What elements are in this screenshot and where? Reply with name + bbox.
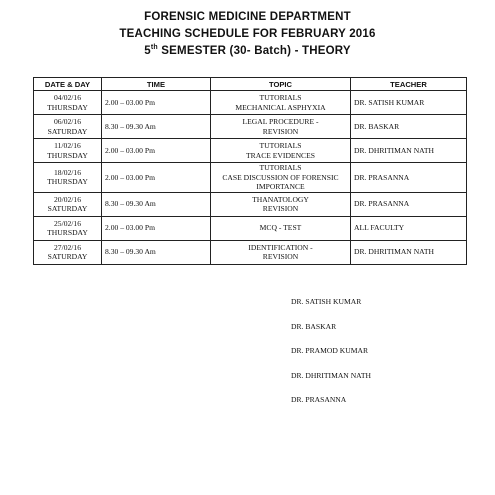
topic-cell: [211, 163, 351, 193]
date-cell: [34, 163, 102, 193]
table-row: [34, 115, 467, 139]
topic-cell: [211, 216, 351, 240]
day: THURSDAY: [47, 228, 88, 237]
date: 18/02/16: [53, 167, 81, 177]
semester-ordinal: th: [150, 44, 158, 52]
topic-line: REVISION: [262, 252, 299, 261]
topic-line: REVISION: [262, 126, 299, 136]
time-cell: 8.30 – 09.30 Am: [102, 192, 211, 216]
schedule-table: [33, 77, 467, 265]
date-cell: [34, 91, 102, 115]
table-row: [34, 216, 467, 240]
day: THURSDAY: [47, 177, 88, 187]
topic-line: MCQ - TEST: [259, 223, 302, 233]
signatory: DR. PRAMOD KUMAR: [291, 346, 369, 355]
date: 06/02/16: [53, 117, 81, 126]
semester-title: [0, 43, 495, 60]
signatory: DR. DHRITIMAN NATH: [291, 370, 371, 380]
topic-line: IMPORTANCE: [256, 182, 305, 191]
signatory: DR. PRASANNA: [291, 395, 347, 404]
topic-line: CASE DISCUSSION OF FORENSIC: [222, 172, 339, 182]
topic-line: TRACE EVIDENCES: [246, 150, 315, 160]
date-cell: [34, 115, 102, 139]
table-row: [34, 139, 467, 163]
topic-line: LEGAL PROCEDURE -: [242, 117, 319, 126]
date: 11/02/16: [54, 141, 81, 150]
day: THURSDAY: [47, 150, 88, 160]
day: SATURDAY: [47, 252, 88, 261]
schedule-title: TEACHING SCHEDULE FOR FEBRUARY 2016: [119, 28, 376, 40]
signatory: DR. SATISH KUMAR: [291, 297, 362, 306]
teacher-cell: DR. BASKAR: [351, 115, 467, 139]
table-row: [34, 240, 467, 264]
column-header-time: TIME: [102, 78, 211, 91]
day: SATURDAY: [47, 126, 88, 136]
teacher-cell: DR. DHRITIMAN NATH: [351, 139, 467, 163]
signatory: DR. BASKAR: [291, 321, 337, 331]
table-row: [34, 192, 467, 216]
date: 25/02/16: [53, 218, 81, 228]
column-header-teacher: TEACHER: [351, 78, 467, 91]
topic-line: REVISION: [262, 204, 299, 213]
topic-cell: [211, 192, 351, 216]
teacher-cell: DR. DHRITIMAN NATH: [351, 240, 467, 264]
date: 04/02/16: [53, 93, 81, 102]
day: THURSDAY: [47, 102, 88, 112]
date: 27/02/16: [53, 242, 81, 252]
topic-cell: [211, 139, 351, 163]
topic-line: THANATOLOGY: [252, 194, 309, 204]
department-title: FORENSIC MEDICINE DEPARTMENT: [144, 11, 351, 23]
date-cell: [34, 192, 102, 216]
topic-line: IDENTIFICATION -: [248, 242, 313, 252]
date-cell: [34, 240, 102, 264]
date: 20/02/16: [53, 194, 81, 204]
time-cell: 8.30 – 09.30 Am: [102, 240, 211, 264]
teacher-cell: DR. PRASANNA: [351, 192, 467, 216]
time-cell: 8.30 – 09.30 Am: [102, 115, 211, 139]
teacher-cell: ALL FACULTY: [351, 216, 467, 240]
teacher-cell: DR. SATISH KUMAR: [351, 91, 467, 115]
date-cell: [34, 216, 102, 240]
time-cell: 2.00 – 03.00 Pm: [102, 216, 211, 240]
topic-cell: [211, 115, 351, 139]
topic-line: MECHANICAL ASPHYXIA: [235, 102, 326, 112]
semester-number: 5: [144, 45, 151, 57]
column-header-topic: TOPIC: [211, 78, 351, 91]
topic-cell: [211, 240, 351, 264]
table-row: [34, 163, 467, 193]
teacher-cell: DR. PRASANNA: [351, 163, 467, 193]
time-cell: 2.00 – 03.00 Pm: [102, 163, 211, 193]
topic-cell: [211, 91, 351, 115]
time-cell: 2.00 – 03.00 Pm: [102, 139, 211, 163]
day: SATURDAY: [47, 204, 88, 213]
column-header-date: DATE & DAY: [34, 78, 102, 91]
document-header: [0, 9, 495, 60]
date-cell: [34, 139, 102, 163]
semester-rest: SEMESTER (30- Batch) - THEORY: [157, 45, 351, 57]
table-row: [34, 91, 467, 115]
topic-line: TUTORIALS: [259, 163, 302, 172]
signature-list: [291, 297, 371, 420]
time-cell: 2.00 – 03.00 Pm: [102, 91, 211, 115]
topic-line: TUTORIALS: [259, 141, 302, 150]
topic-line: TUTORIALS: [259, 93, 302, 102]
table-header-row: [34, 78, 467, 91]
